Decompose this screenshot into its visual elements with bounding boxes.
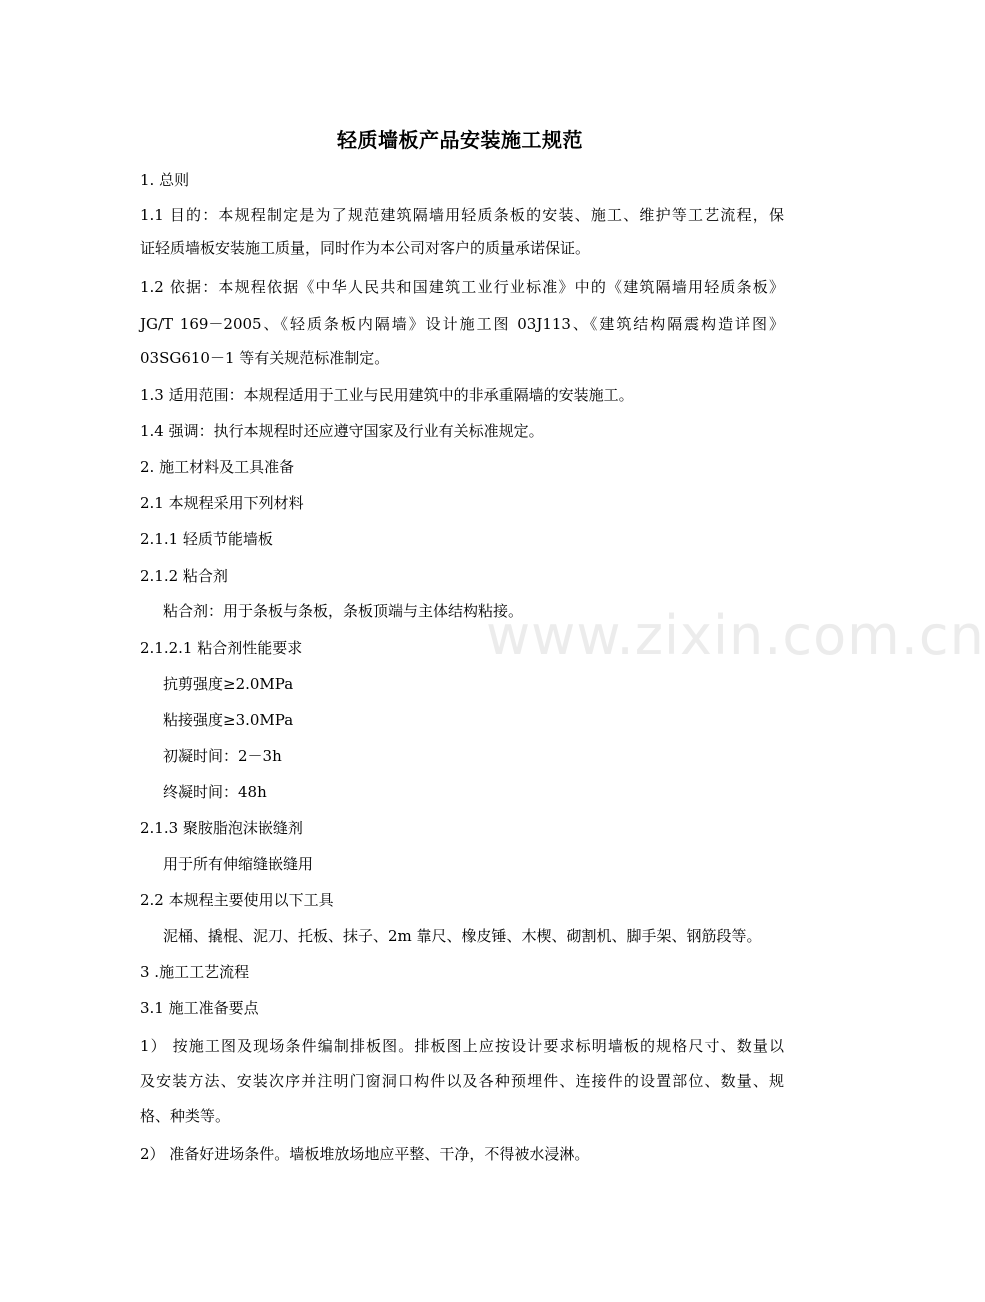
watermark: www.zixin.com.cn (486, 604, 985, 667)
subsection-heading: 2.1.1 轻质节能墙板 (140, 530, 273, 548)
paragraph-line: 及安装方法、安装次序并注明门窗洞口构件以及各种预埋件、连接件的设置部位、数量、规 (140, 1072, 784, 1090)
subsection-heading: 2.1.3 聚胺脂泡沫嵌缝剂 (140, 819, 303, 837)
subsection-heading: 2.1.2 粘合剂 (140, 567, 228, 585)
subsection-heading: 2.2 本规程主要使用以下工具 (140, 891, 334, 909)
paragraph-line: 03SG610－1 等有关规范标准制定。 (140, 349, 390, 367)
subsection-heading: 2.1.2.1 粘合剂性能要求 (140, 639, 303, 657)
paragraph-line: 1.2 依据：本规程依据《中华人民共和国建筑工业行业标准》中的《建筑隔墙用轻质条板》 (140, 278, 784, 296)
document-title: 轻质墙板产品安装施工规范 (337, 128, 583, 152)
paragraph-line: 粘合剂：用于条板与条板，条板顶端与主体结构粘接。 (163, 602, 524, 620)
section-heading-1: 1. 总则 (140, 171, 190, 189)
paragraph-line: 用于所有伸缩缝嵌缝用 (163, 855, 314, 873)
spec-item: 抗剪强度≥2.0MPa (163, 675, 294, 693)
paragraph-line: JG/T 169－2005、《轻质条板内隔墙》设计施工图 03J113、《建筑结构隔震构造详图》 (140, 315, 784, 333)
subsection-heading: 2.1 本规程采用下列材料 (140, 494, 304, 512)
paragraph-line: 泥桶、撬棍、泥刀、托板、抹子、2m 靠尺、橡皮锤、木楔、砌割机、脚手架、钢筋段等。 (163, 927, 762, 945)
section-heading-2: 2. 施工材料及工具准备 (140, 458, 295, 476)
section-heading-3: 3 .施工工艺流程 (140, 963, 250, 981)
spec-item: 粘接强度≥3.0MPa (163, 711, 294, 729)
paragraph-line: 2） 准备好进场条件。墙板堆放场地应平整、干净，不得被水浸淋。 (140, 1145, 590, 1163)
paragraph-line: 1.4 强调：执行本规程时还应遵守国家及行业有关标准规定。 (140, 422, 544, 440)
paragraph-line: 1.3 适用范围：本规程适用于工业与民用建筑中的非承重隔墙的安装施工。 (140, 386, 634, 404)
paragraph-line: 1） 按施工图及现场条件编制排板图。排板图上应按设计要求标明墙板的规格尺寸、数量以 (140, 1037, 784, 1055)
paragraph-line: 证轻质墙板安装施工质量，同时作为本公司对客户的质量承诺保证。 (140, 239, 591, 257)
subsection-heading: 3.1 施工准备要点 (140, 999, 259, 1017)
spec-item: 终凝时间：48h (163, 783, 267, 801)
paragraph-line: 1.1 目的：本规程制定是为了规范建筑隔墙用轻质条板的安装、施工、维护等工艺流程，保 (140, 206, 784, 224)
spec-item: 初凝时间：2－3h (163, 747, 282, 765)
paragraph-line: 格、种类等。 (140, 1107, 231, 1125)
